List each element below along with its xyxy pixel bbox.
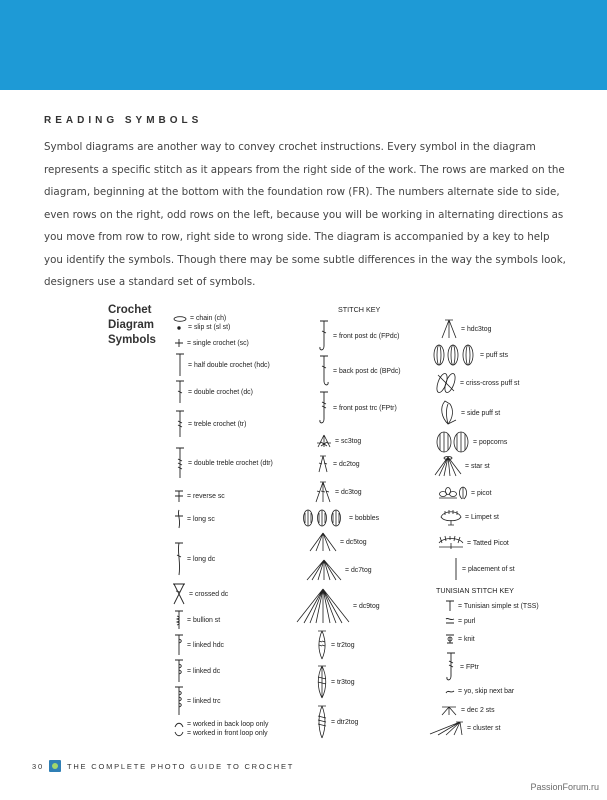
symbol-label: = worked in front loop only xyxy=(187,730,268,737)
symbol-label: = crossed dc xyxy=(189,590,229,598)
symbol-row-dtr2tog xyxy=(316,705,358,739)
yo-skip-icon xyxy=(445,689,455,695)
symbol-label: = linked dc xyxy=(187,667,221,675)
hdc3tog-icon xyxy=(440,319,458,339)
bullion-stitch-icon xyxy=(174,610,184,630)
popcorns-icon xyxy=(436,430,470,454)
dtr2tog-icon xyxy=(316,705,328,739)
side-puff-icon xyxy=(440,400,458,426)
page-number: 30 xyxy=(32,761,44,771)
dc2tog-icon xyxy=(316,455,330,473)
symbol-row-knit xyxy=(445,634,475,644)
book-logo-icon xyxy=(49,760,61,772)
symbol-label: = long dc xyxy=(187,555,216,563)
symbol-row-fpdc xyxy=(318,320,399,352)
symbol-row-treble xyxy=(175,410,246,438)
symbol-label: = chain (ch) xyxy=(190,315,227,322)
symbol-label: = front post trc (FPtr) xyxy=(333,404,397,412)
symbol-row-puff-stitch xyxy=(433,343,508,367)
symbol-row-yo-skip xyxy=(445,688,514,695)
symbol-label: = dc2tog xyxy=(333,460,360,468)
knit-icon xyxy=(445,634,455,644)
section-title: READING SYMBOLS xyxy=(44,115,203,126)
symbol-row-placement xyxy=(453,557,515,581)
cluster-icon xyxy=(428,720,464,736)
symbol-row-fptr-tunisian xyxy=(445,652,479,682)
symbol-row-dec-2 xyxy=(440,704,495,716)
symbol-row-fptr xyxy=(318,391,397,425)
symbol-row-dc7tog xyxy=(306,559,372,581)
symbol-label: = bullion st xyxy=(187,616,221,624)
legend-title-line-3: Symbols xyxy=(108,334,156,346)
symbol-label: = linked trc xyxy=(187,697,221,705)
half-double-crochet-icon xyxy=(175,353,185,377)
symbol-row-chain xyxy=(173,315,226,322)
dc5tog-icon xyxy=(309,532,337,552)
symbol-label: = criss-cross puff st xyxy=(460,379,520,387)
reverse-sc-icon xyxy=(174,489,184,503)
symbol-row-dc xyxy=(175,380,253,404)
symbol-label: = yo, skip next bar xyxy=(458,688,515,695)
chain-icon xyxy=(173,316,187,322)
symbol-label: = puff sts xyxy=(480,351,509,359)
symbol-row-hdc3tog xyxy=(440,319,491,339)
symbol-label: = front post dc (FPdc) xyxy=(333,332,400,340)
page-footer xyxy=(32,760,294,772)
back-post-dc-icon xyxy=(318,355,330,387)
symbol-row-purl xyxy=(445,617,475,625)
symbol-label: = dc3tog xyxy=(335,488,362,496)
symbol-row-bobbles xyxy=(302,508,379,528)
symbol-row-bpdc xyxy=(318,355,401,387)
symbol-row-dc3tog xyxy=(314,481,362,503)
tr2tog-icon xyxy=(316,630,328,660)
fptr-icon xyxy=(445,652,457,682)
symbol-row-cluster xyxy=(428,720,501,736)
front-post-dc-icon xyxy=(318,320,330,352)
symbol-label: = hdc3tog xyxy=(461,325,492,333)
symbol-label: = popcorns xyxy=(473,438,508,446)
tunisian-key-heading: TUNISIAN STITCH KEY xyxy=(436,586,514,595)
symbol-label: = side puff st xyxy=(461,409,501,417)
symbol-label: = dc5tog xyxy=(340,538,367,546)
watermark: PassionForum.ru xyxy=(530,782,599,792)
symbol-row-slip-stitch xyxy=(175,324,230,331)
picot-icon xyxy=(438,485,468,501)
puff-stitch-icon xyxy=(433,343,477,367)
symbol-row-dc2tog xyxy=(316,455,360,473)
symbol-row-long-sc xyxy=(174,509,215,529)
symbol-label: = worked in back loop only xyxy=(187,721,269,728)
symbol-row-single-crochet xyxy=(174,338,249,348)
single-crochet-icon xyxy=(174,338,184,348)
linked-hdc-icon xyxy=(174,634,184,656)
symbol-label: = Tatted Picot xyxy=(467,539,509,547)
dc3tog-icon xyxy=(314,481,332,503)
symbol-row-back-loop xyxy=(174,721,268,728)
slip-stitch-icon xyxy=(175,325,185,331)
criss-cross-puff-icon xyxy=(435,371,457,395)
symbol-label: = cluster st xyxy=(467,724,501,732)
top-color-band xyxy=(0,0,607,90)
purl-icon xyxy=(445,617,455,625)
symbol-row-reverse-sc xyxy=(174,489,225,503)
symbol-label: = single crochet (sc) xyxy=(187,339,249,347)
symbol-row-tatted-picot xyxy=(438,535,509,551)
symbol-label: = tr3tog xyxy=(331,678,355,686)
symbol-label: = dc9tog xyxy=(353,602,380,610)
book-title: THE COMPLETE PHOTO GUIDE TO CROCHET xyxy=(66,761,295,771)
bobbles-icon xyxy=(302,508,346,528)
long-dc-icon xyxy=(174,542,184,576)
legend-title-line-2: Diagram xyxy=(108,319,155,331)
double-treble-crochet-icon xyxy=(175,447,185,479)
symbol-label: = dtr2tog xyxy=(331,718,359,726)
symbol-label: = reverse sc xyxy=(187,492,225,500)
symbol-label: = double crochet (dc) xyxy=(188,388,253,396)
symbol-label: = Tunisian simple st (TSS) xyxy=(458,602,539,610)
symbol-row-linked-dc xyxy=(174,659,220,683)
dec-2-icon xyxy=(440,704,458,716)
symbol-row-hdc xyxy=(175,353,270,377)
symbol-label: = treble crochet (tr) xyxy=(188,420,247,428)
symbol-label: = knit xyxy=(458,635,475,643)
symbol-label: = FPtr xyxy=(460,663,479,671)
symbol-row-tr3tog xyxy=(316,665,355,699)
symbol-row-linked-trc xyxy=(174,686,221,716)
symbol-row-front-loop xyxy=(174,730,268,737)
linked-dc-icon xyxy=(174,659,184,683)
tatted-picot-icon xyxy=(438,535,464,551)
symbol-label: = Limpet st xyxy=(465,513,499,521)
intro-paragraph: Symbol diagrams are another way to convey crochet instructions. Every symbol in the diagram represents a specific stitch as it appears from the right side of the work. The rows are marked on the diagram, beginning at the bottom with the foundation row (FR). The numbers alternate side to side, even rows on the right, odd rows on the left, because you will be working in alternating directions as you move from row to row, right side to wrong side. The diagram is accompanied by a key to help you identify the symbols. Though there may be some subtle differences in the way the symbols look, designers use a standard set of symbols. xyxy=(44,141,566,288)
symbol-label: = dc7tog xyxy=(345,566,372,574)
symbol-label: = picot xyxy=(471,489,492,497)
symbol-row-tr2tog xyxy=(316,630,355,660)
symbol-label: = purl xyxy=(458,617,476,625)
symbol-label: = half double crochet (hdc) xyxy=(188,361,270,369)
legend-title xyxy=(108,303,156,348)
tr3tog-icon xyxy=(316,665,328,699)
crossed-dc-icon xyxy=(172,583,186,605)
symbol-label: = star st xyxy=(465,462,490,470)
symbol-row-tunisian-simple xyxy=(445,600,539,612)
symbol-row-bullion xyxy=(174,610,220,630)
symbol-label: = long sc xyxy=(187,515,215,523)
placement-icon xyxy=(453,557,459,581)
double-crochet-icon xyxy=(175,380,185,404)
legend-title-line-1: Crochet xyxy=(108,304,152,316)
star-stitch-icon xyxy=(434,455,462,477)
symbol-label: = slip st (sl st) xyxy=(188,324,231,331)
symbol-label: = placement of st xyxy=(462,565,515,573)
limpet-stitch-icon xyxy=(440,508,462,526)
symbol-row-crossed-dc xyxy=(172,583,228,605)
symbol-label: = double treble crochet (dtr) xyxy=(188,459,273,467)
sc3tog-icon xyxy=(316,434,332,448)
symbol-row-popcorns xyxy=(436,430,507,454)
dc9tog-icon xyxy=(296,588,350,624)
stitch-key-heading: STITCH KEY xyxy=(338,305,381,314)
symbol-row-limpet xyxy=(440,508,499,526)
symbol-row-dc9tog xyxy=(296,588,380,624)
symbol-row-star-stitch xyxy=(434,455,490,477)
symbol-row-dc5tog xyxy=(309,532,367,552)
tunisian-simple-icon xyxy=(445,600,455,612)
back-loop-icon xyxy=(174,722,184,728)
long-sc-icon xyxy=(174,509,184,529)
symbol-row-side-puff xyxy=(440,400,500,426)
front-loop-icon xyxy=(174,731,184,737)
symbol-label: = linked hdc xyxy=(187,641,224,649)
symbol-label: = bobbles xyxy=(349,514,380,522)
symbol-row-picot xyxy=(438,485,492,501)
treble-crochet-icon xyxy=(175,410,185,438)
symbol-label: = sc3tog xyxy=(335,437,362,445)
symbol-row-criss-cross-puff xyxy=(435,371,519,395)
dc7tog-icon xyxy=(306,559,342,581)
symbol-row-sc3tog xyxy=(316,434,361,448)
linked-trc-icon xyxy=(174,686,184,716)
symbol-row-linked-hdc xyxy=(174,634,224,656)
symbol-row-double-treble xyxy=(175,447,273,479)
symbol-label: = tr2tog xyxy=(331,641,355,649)
symbol-label: = back post dc (BPdc) xyxy=(333,367,401,375)
front-post-trc-icon xyxy=(318,391,330,425)
symbol-label: = dec 2 sts xyxy=(461,706,495,714)
symbol-row-long-dc xyxy=(174,542,215,576)
